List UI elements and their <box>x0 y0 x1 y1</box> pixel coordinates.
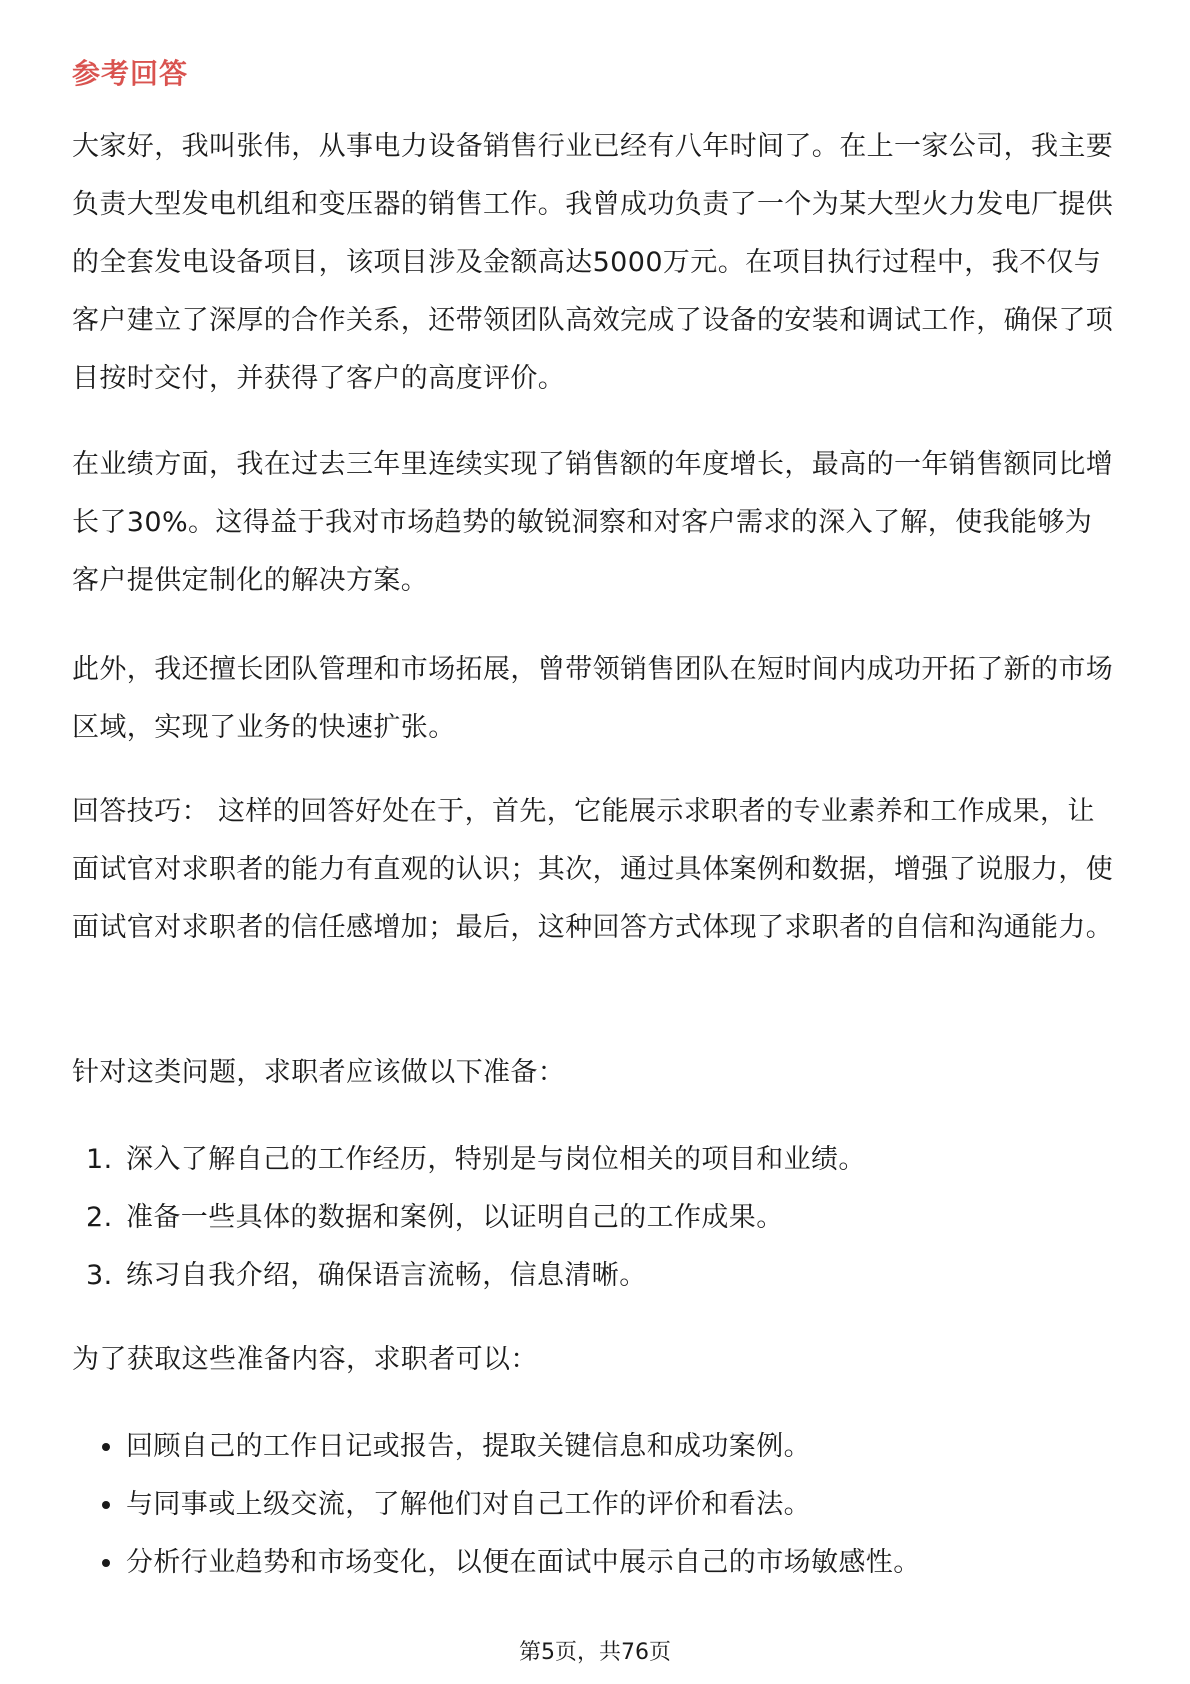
list-item-text: 深入了解自己的工作经历，特别是与岗位相关的项目和业绩。 <box>126 1144 866 1175</box>
list-number: 3. <box>86 1260 113 1291</box>
prep-intro-paragraph: 针对这类问题，求职者应该做以下准备： <box>72 1057 566 1088</box>
list-item <box>72 1189 1117 1247</box>
list-number: 1. <box>86 1144 113 1175</box>
list-item-text: 练习自我介绍，确保语言流畅，信息清晰。 <box>126 1260 647 1291</box>
list-item-text: 回顾自己的工作日记或报告，提取关键信息和成功案例。 <box>126 1431 811 1462</box>
list-item-text: 与同事或上级交流，了解他们对自己工作的评价和看法。 <box>126 1489 811 1520</box>
prep-list <box>72 1131 1117 1305</box>
section-heading: 参考回答 <box>72 57 189 90</box>
list-item-text: 准备一些具体的数据和案例，以证明自己的工作成果。 <box>126 1202 784 1233</box>
list-item <box>72 1534 1117 1592</box>
list-item <box>72 1476 1117 1534</box>
bullet-icon <box>102 1443 110 1451</box>
performance-paragraph: 在业绩方面，我在过去三年里连续实现了销售额的年度增长，最高的一年销售额同比增长了30%。这得益于我对市场趋势的敏锐洞察和对客户需求的深入了解，使我能够为客户提供定制化的解决方案。 <box>72 449 1114 596</box>
page-number-footer: 第5页，共76页 <box>519 1640 671 1665</box>
list-item-text: 分析行业趋势和市场变化，以便在面试中展示自己的市场敏感性。 <box>126 1547 921 1578</box>
management-paragraph: 此外，我还擅长团队管理和市场拓展，曾带领销售团队在短时间内成功开拓了新的市场区域，实现了业务的快速扩张。 <box>72 654 1114 743</box>
tips-paragraph: 回答技巧： 这样的回答好处在于，首先，它能展示求职者的专业素养和工作成果，让面试官对求职者的能力有直观的认识；其次，通过具体案例和数据，增强了说服力，使面试官对求职者的信任感增加；最后，这种回答方式体现了求职者的自信和沟通能力。 <box>72 796 1114 943</box>
list-item <box>72 1131 1117 1189</box>
list-item <box>72 1418 1117 1476</box>
gather-list <box>72 1418 1117 1592</box>
list-item <box>72 1247 1117 1305</box>
gather-intro-paragraph: 为了获取这些准备内容，求职者可以： <box>72 1344 538 1375</box>
intro-paragraph: 大家好，我叫张伟，从事电力设备销售行业已经有八年时间了。在上一家公司，我主要负责大型发电机组和变压器的销售工作。我曾成功负责了一个为某大型火力发电厂提供的全套发电设备项目，该项目涉及金额高达5000万元。在项目执行过程中，我不仅与客户建立了深厚的合作关系，还带领团队高效完成了设备的安装和调试工作，确保了项目按时交付，并获得了客户的高度评价。 <box>72 131 1114 394</box>
bullet-icon <box>102 1559 110 1567</box>
list-number: 2. <box>86 1202 113 1233</box>
bullet-icon <box>102 1501 110 1509</box>
